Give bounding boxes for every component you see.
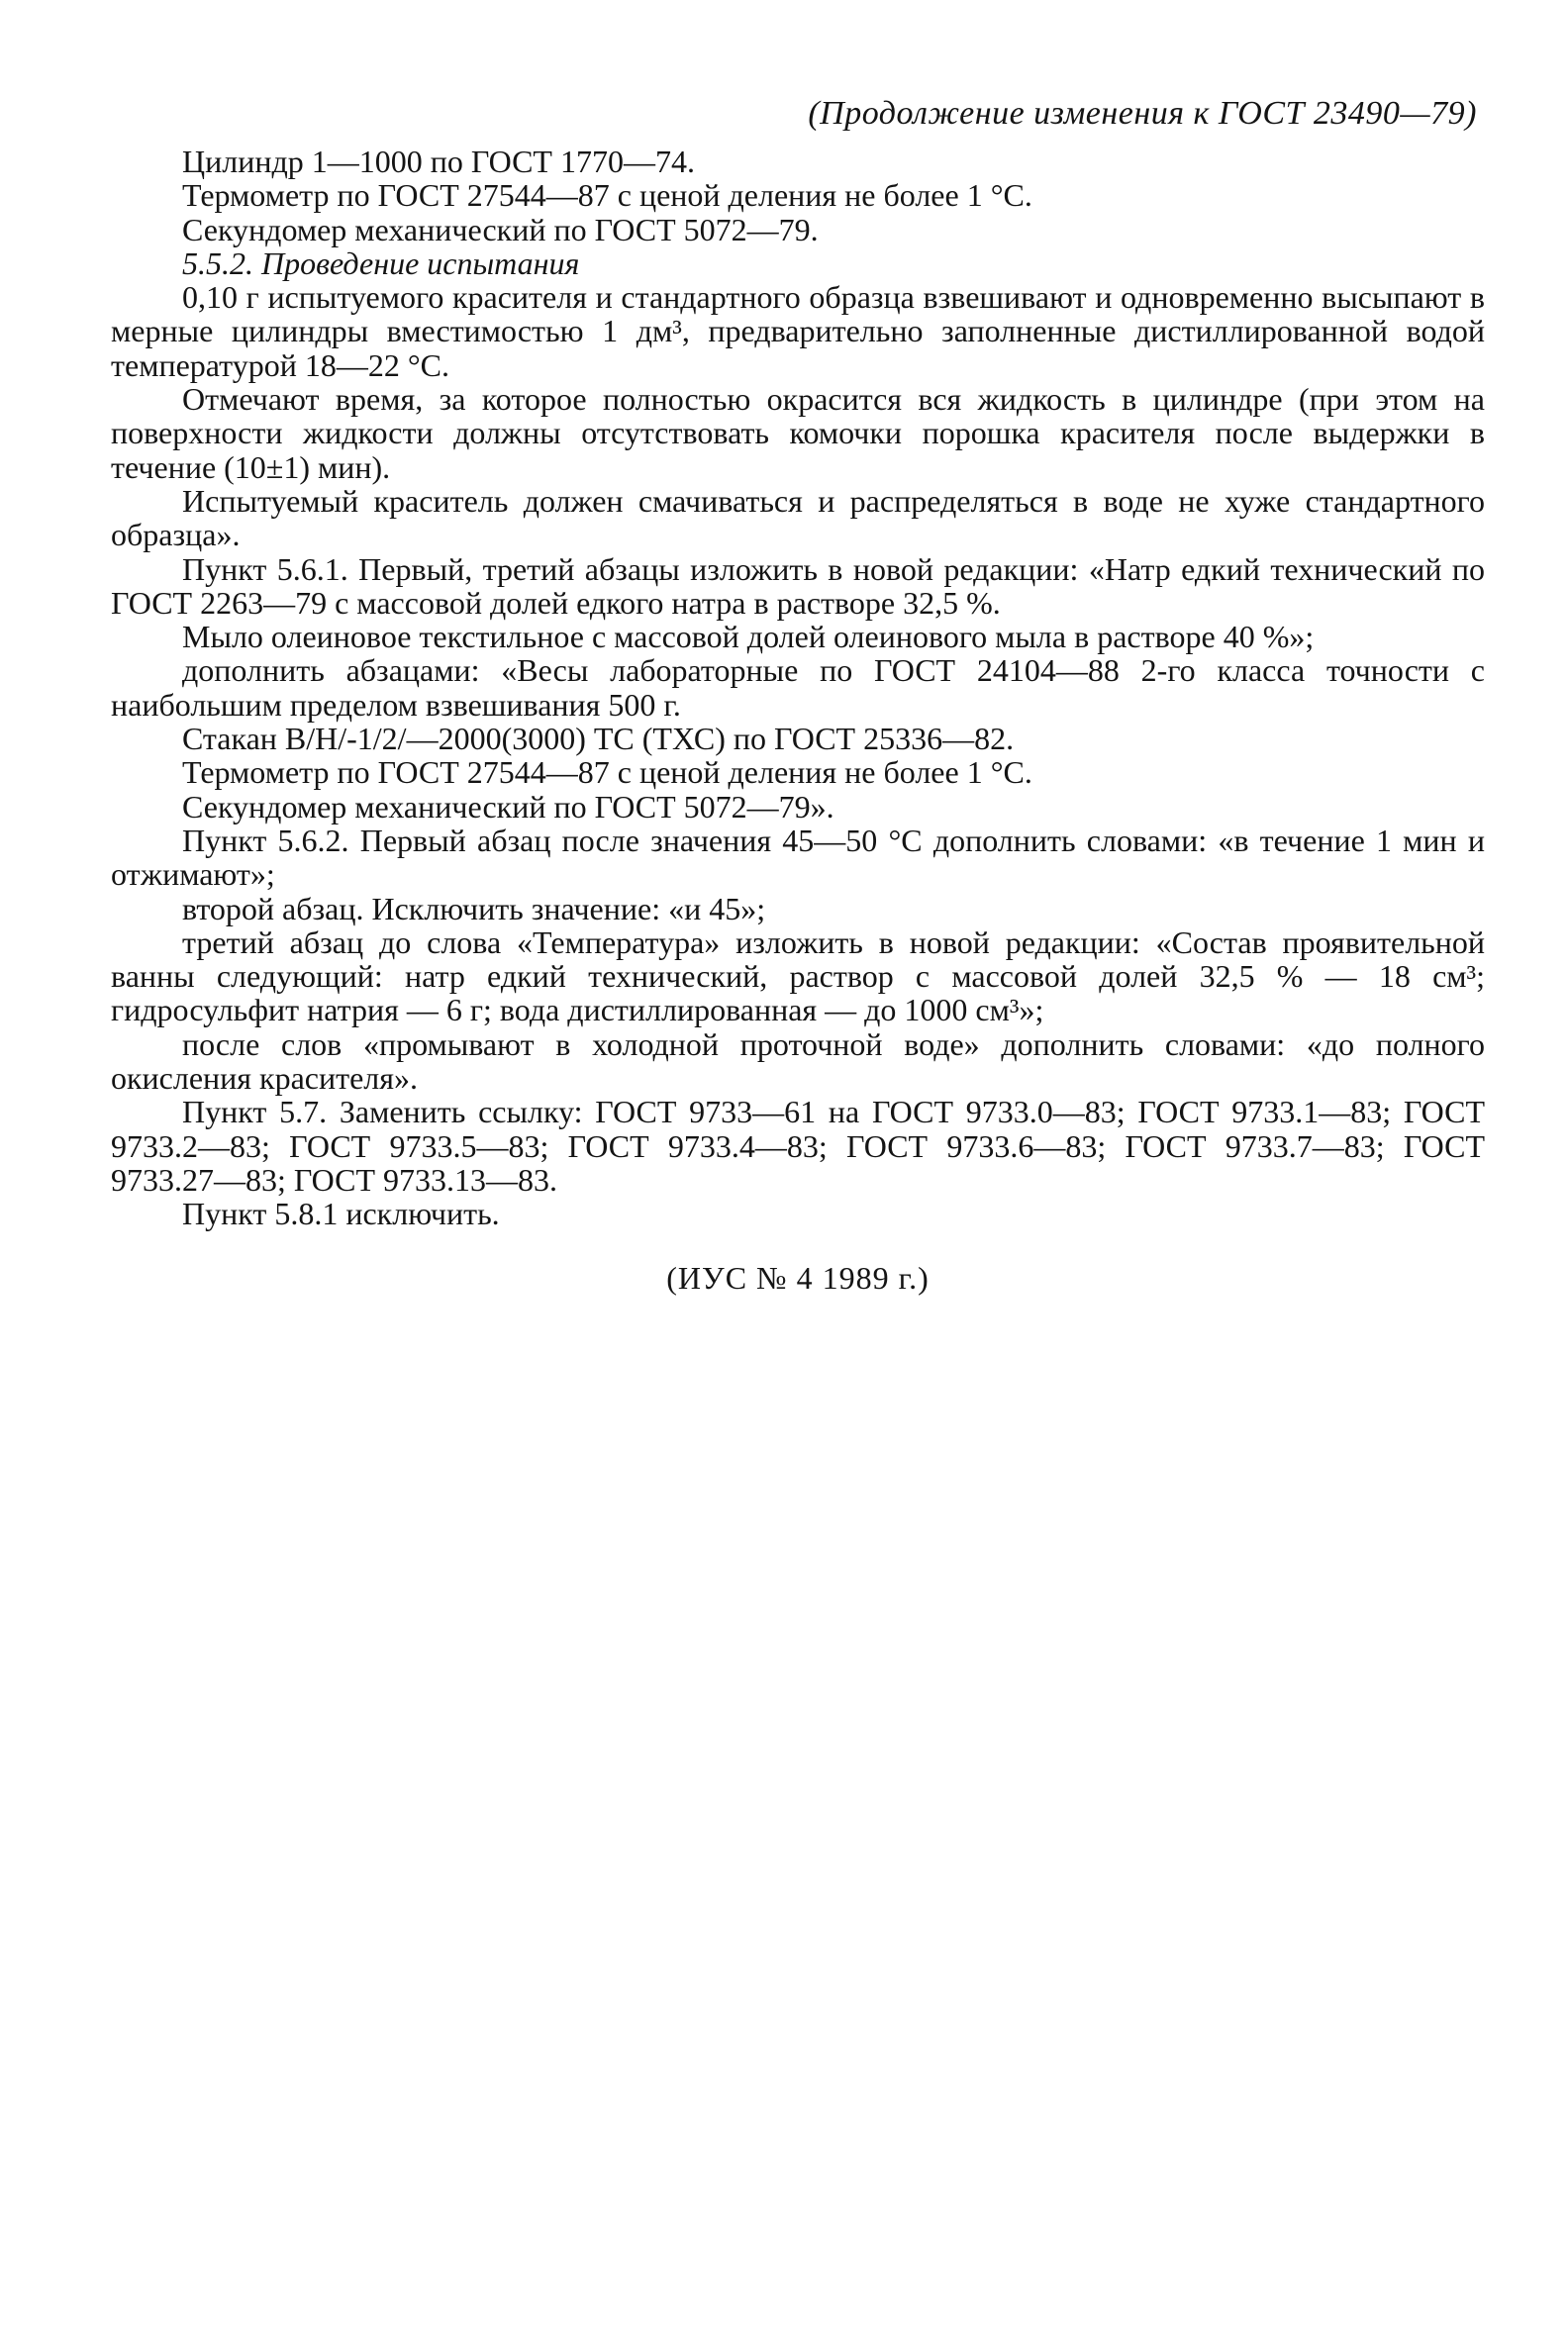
document-footer: (ИУС № 4 1989 г.) — [666, 1259, 930, 1296]
paragraph-wetting: Испытуемый краситель должен смачиваться и распределяться в воде не хуже стандартного образца». — [111, 482, 1485, 553]
document-body — [111, 145, 1485, 1295]
paragraph-cylinder: Цилиндр 1—1000 по ГОСТ 1770—74. — [182, 144, 695, 179]
paragraph-thermometer: Термометр по ГОСТ 27544—87 с ценой деления не более 1 °С. — [182, 177, 1032, 214]
paragraph-soap: Мыло олеиновое текстильное с массовой долей олеинового мыла в растворе 40 %»; — [182, 619, 1315, 655]
paragraph-item-5-6-1: Пункт 5.6.1. Первый, третий абзацы изложить в новой редакции: «Натр едкий технический по ГОСТ 2263—79 с массовой долей едкого натра в растворе 32,5 %. — [111, 550, 1485, 621]
paragraph-rinse: после слов «промывают в холодной проточной воде» дополнить словами: «до полного окисления красителя». — [111, 1025, 1485, 1097]
paragraph-third-abzac: третий абзац до слова «Температура» изложить в новой редакции: «Состав проявительной ванны следующий: натр едкий технический, раствор с массовой долей 32,5 % — 18 см³; гидросульфит натрия — 6 г; вода дистиллированная — до 1000 см³»; — [111, 923, 1485, 1028]
page-header: (Продолжение изменения к ГОСТ 23490—79) — [808, 95, 1477, 132]
paragraph-stopwatch-2: Секундомер механический по ГОСТ 5072—79». — [182, 788, 834, 824]
paragraph-item-5-6-2: Пункт 5.6.2. Первый абзац после значения 45—50 °С дополнить словами: «в течение 1 мин и отжимают»; — [111, 822, 1485, 893]
paragraph-time: Отмечают время, за которое полностью окрасится вся жидкость в цилиндре (при этом на поверхности жидкости должны отсутствовать комочки порошка красителя после выдержки в течение (10±1) мин). — [111, 381, 1485, 485]
paragraph-item-5-7: Пункт 5.7. Заменить ссылку: ГОСТ 9733—61 на ГОСТ 9733.0—83; ГОСТ 9733.1—83; ГОСТ 9733.2—83; ГОСТ 9733.5—83; ГОСТ 9733.4—83; ГОСТ 9733.6—83; ГОСТ 9733.7—83; ГОСТ 9733.27—83; ГОСТ 9733.13—83. — [111, 1094, 1485, 1198]
paragraph-second-abzac: второй абзац. Исключить значение: «и 45»; — [182, 890, 766, 926]
paragraph-procedure: 0,10 г испытуемого красителя и стандартного образца взвешивают и одновременно высыпают в мерные цилиндры вместимостью 1 дм³, предварительно заполненные дистиллированной водой температурой 18—22 °С. — [111, 279, 1485, 383]
paragraph-thermometer-2: Термометр по ГОСТ 27544—87 с ценой деления не более 1 °С. — [182, 754, 1032, 791]
paragraph-item-5-8-1: Пункт 5.8.1 исключить. — [182, 1196, 500, 1232]
paragraph-beaker: Стакан В/Н/-1/2/—2000(3000) ТС (ТХС) по ГОСТ 25336—82. — [182, 721, 1015, 757]
paragraph-stopwatch: Секундомер механический по ГОСТ 5072—79. — [182, 211, 819, 247]
section-heading-5-5-2: 5.5.2. Проведение испытания — [182, 244, 580, 281]
paragraph-scales: дополнить абзацами: «Весы лабораторные по ГОСТ 24104—88 2-го класса точности с наибольшим пределом взвешивания 500 г. — [111, 652, 1485, 723]
